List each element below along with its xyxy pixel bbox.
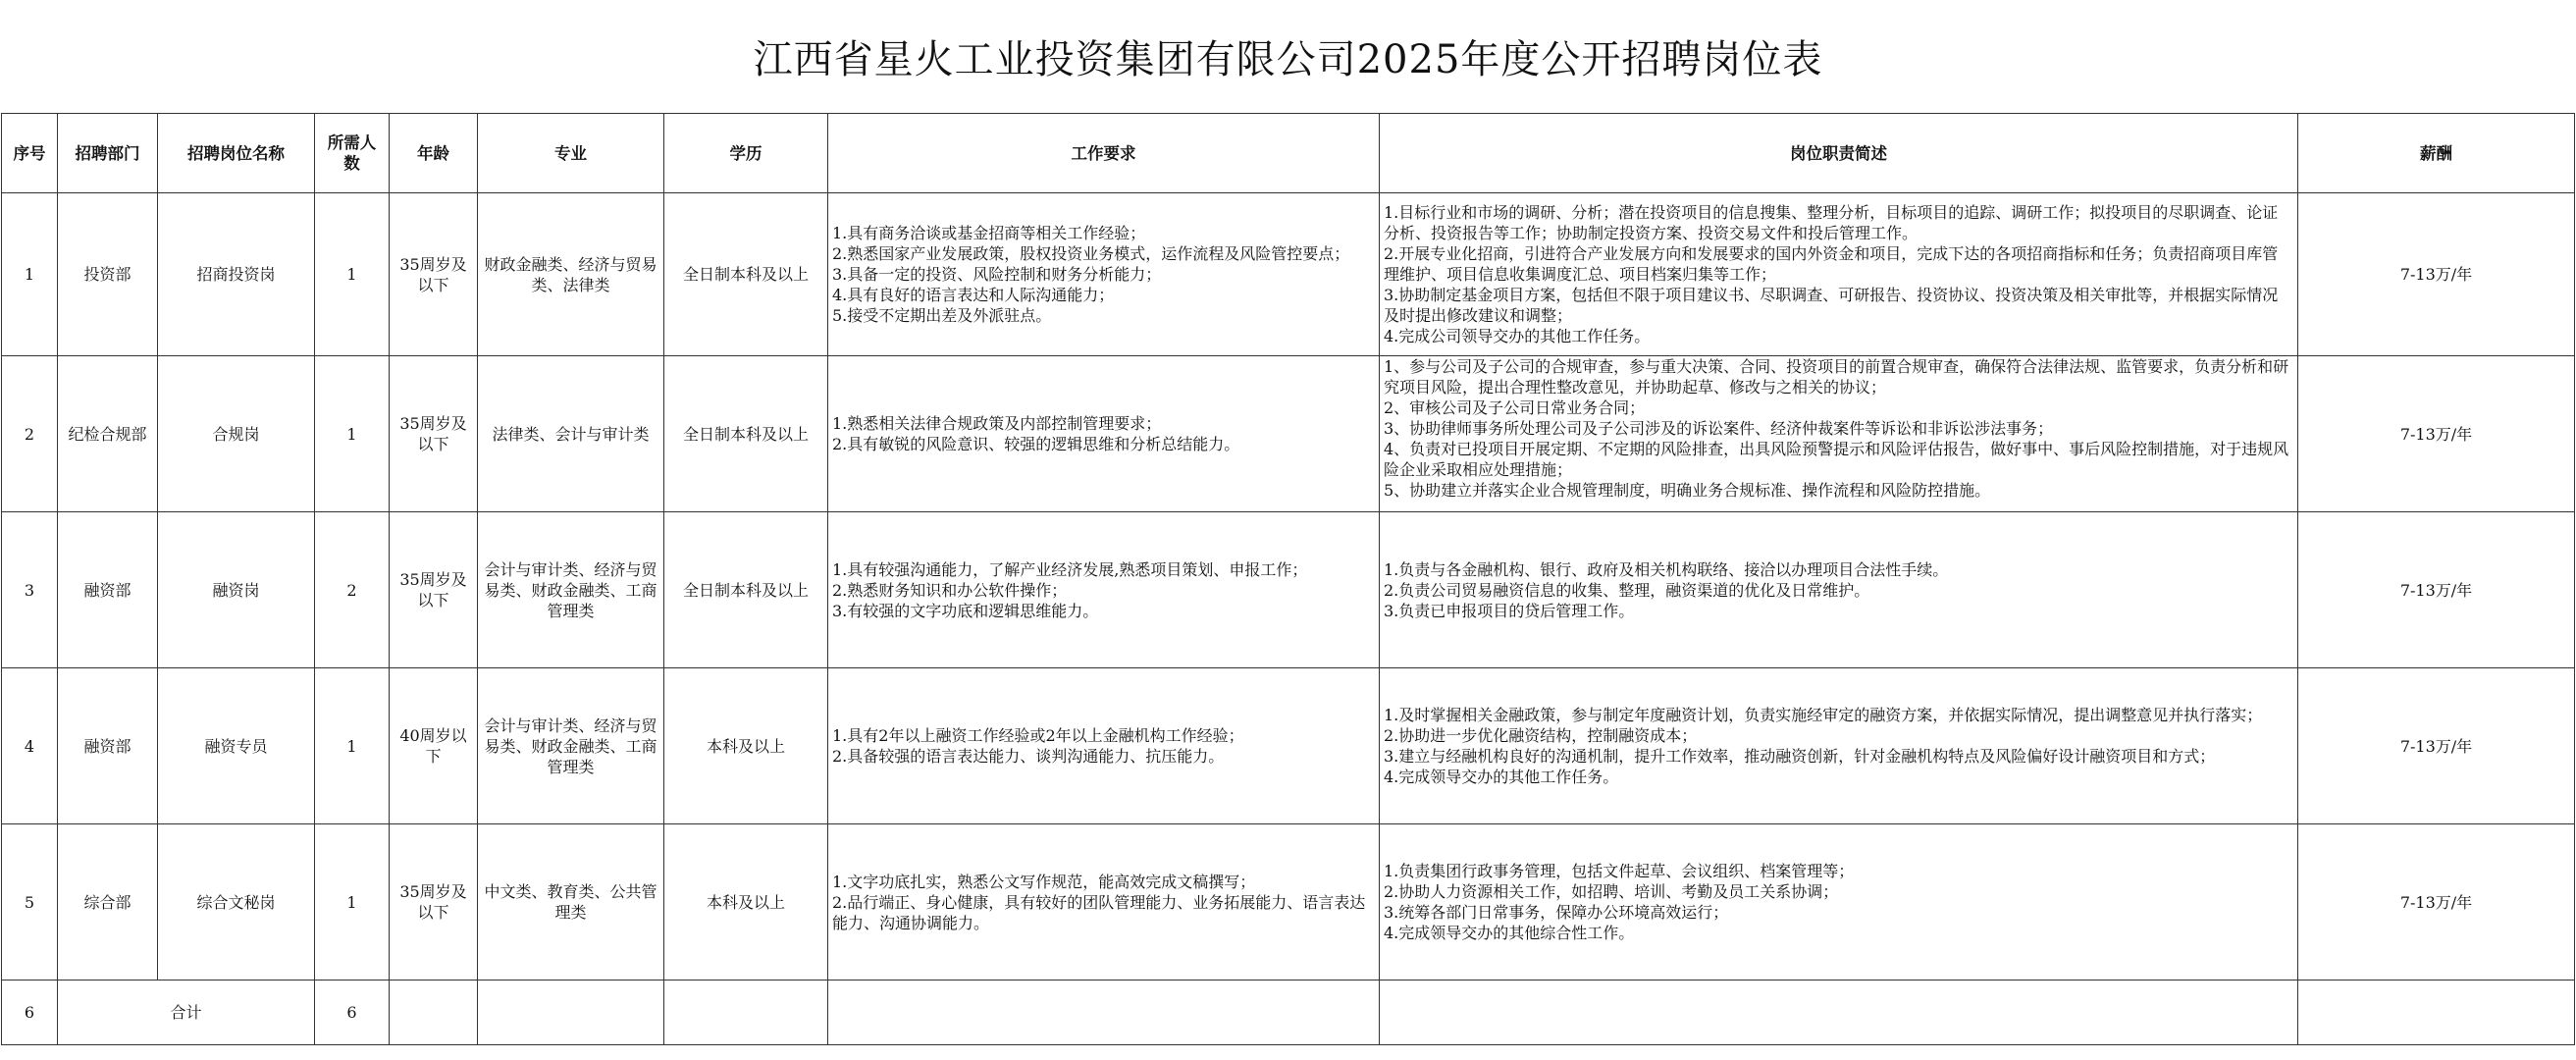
positions-table: [1, 113, 2575, 1045]
req-line: 1.具有2年以上融资工作经验或2年以上金融机构工作经验；: [832, 726, 1244, 745]
cell-age: 35周岁及以下: [390, 356, 478, 512]
cell-dept: 融资部: [58, 512, 158, 668]
header-edu: 学历: [664, 114, 828, 193]
cell-duty: [1380, 824, 2298, 980]
cell-position: 招商投资岗: [158, 193, 315, 356]
cell-count: 1: [315, 824, 390, 980]
req-line: 2.熟悉国家产业发展政策，股权投资业务模式，运作流程及风险管控要点；: [832, 244, 1350, 263]
cell-dept: 投资部: [58, 193, 158, 356]
total-empty: [2298, 980, 2575, 1045]
cell-req: [828, 824, 1380, 980]
total-empty: [390, 980, 478, 1045]
cell-salary: 7-13万/年: [2298, 512, 2575, 668]
header-age: 年龄: [390, 114, 478, 193]
duty-line: 3、协助律师事务所处理公司及子公司涉及的诉讼案件、经济仲裁案件等诉讼和非诉讼涉法事务；: [1384, 419, 2054, 438]
cell-count: 2: [315, 512, 390, 668]
cell-major: 财政金融类、经济与贸易类、法律类: [478, 193, 664, 356]
req-line: 1.熟悉相关法律合规政策及内部控制管理要求；: [832, 414, 1162, 433]
cell-salary: 7-13万/年: [2298, 668, 2575, 824]
cell-age: 35周岁及以下: [390, 193, 478, 356]
total-empty: [478, 980, 664, 1045]
cell-count: 1: [315, 193, 390, 356]
cell-req: [828, 512, 1380, 668]
cell-seq: 3: [2, 512, 58, 668]
table-row: [2, 824, 2575, 980]
cell-position: 融资岗: [158, 512, 315, 668]
cell-salary: 7-13万/年: [2298, 193, 2575, 356]
cell-major: 会计与审计类、经济与贸易类、财政金融类、工商管理类: [478, 512, 664, 668]
duty-line: 2、审核公司及子公司日常业务合同；: [1384, 398, 1646, 417]
cell-duty: [1380, 668, 2298, 824]
header-dept: 招聘部门: [58, 114, 158, 193]
req-line: 2.熟悉财务知识和办公软件操作；: [832, 580, 1068, 600]
duty-line: 2.开展专业化招商，引进符合产业发展方向和发展要求的国内外资金和项目，完成下达的各项招商指标和任务；负责招商项目库管理维护、项目信息收集调度汇总、项目档案归集等工作；: [1384, 244, 2279, 284]
cell-position: 融资专员: [158, 668, 315, 824]
duty-line: 1.负责集团行政事务管理，包括文件起草、会议组织、档案管理等；: [1384, 862, 1855, 880]
req-line: 5.接受不定期出差及外派驻点。: [832, 306, 1052, 325]
req-line: 4.具有良好的语言表达和人际沟通能力；: [832, 286, 1115, 304]
cell-seq: 4: [2, 668, 58, 824]
cell-dept: 综合部: [58, 824, 158, 980]
cell-seq: 2: [2, 356, 58, 512]
duty-line: 4、负责对已投项目开展定期、不定期的风险排查，出具风险预警提示和风险评估报告，做好事中、事后风险控制措施，对于违规风险企业采取相应处理措施；: [1384, 440, 2289, 479]
header-duty: 岗位职责简述: [1380, 114, 2298, 193]
header-req: 工作要求: [828, 114, 1380, 193]
total-label: 合计: [58, 980, 315, 1045]
header-position: 招聘岗位名称: [158, 114, 315, 193]
req-line: 3.有较强的文字功底和逻辑思维能力。: [832, 601, 1099, 620]
duty-line: 1.及时掌握相关金融政策，参与制定年度融资计划，负责实施经审定的融资方案，并依据实际情况，提出调整意见并执行落实；: [1384, 706, 2263, 724]
total-empty: [664, 980, 828, 1045]
cell-edu: 全日制本科及以上: [664, 193, 828, 356]
cell-duty: [1380, 512, 2298, 668]
header-seq: 序号: [2, 114, 58, 193]
cell-seq: 5: [2, 824, 58, 980]
cell-req: [828, 193, 1380, 356]
table-row: [2, 193, 2575, 356]
cell-req: [828, 668, 1380, 824]
duty-line: 4.完成公司领导交办的其他工作任务。: [1384, 327, 1651, 345]
cell-edu: 本科及以上: [664, 668, 828, 824]
req-line: 2.具备较强的语言表达能力、谈判沟通能力、抗压能力。: [832, 747, 1225, 766]
duty-line: 2.负责公司贸易融资信息的收集、整理，融资渠道的优化及日常维护。: [1384, 580, 1870, 600]
duty-line: 1.负责与各金融机构、银行、政府及相关机构联络、接洽以办理项目合法性手续。: [1384, 559, 1949, 579]
duty-line: 1.目标行业和市场的调研、分析；潜在投资项目的信息搜集、整理分析，目标项目的追踪、调研工作；拟投项目的尽职调查、论证分析、投资报告等工作；协助制定投资方案、投资交易文件和投后管理工作。: [1384, 203, 2279, 242]
cell-position: 合规岗: [158, 356, 315, 512]
table-row: [2, 512, 2575, 668]
header-count: 所需人数: [315, 114, 390, 193]
header-major: 专业: [478, 114, 664, 193]
req-line: 3.具备一定的投资、风险控制和财务分析能力；: [832, 265, 1162, 284]
table-row: [2, 356, 2575, 512]
duty-line: 5、协助建立并落实企业合规管理制度，明确业务合规标准、操作流程和风险防控措施。: [1384, 481, 1991, 500]
req-line: 1.具有较强沟通能力，了解产业经济发展,熟悉项目策划、申报工作；: [832, 559, 1308, 579]
cell-position: 综合文秘岗: [158, 824, 315, 980]
cell-major: 法律类、会计与审计类: [478, 356, 664, 512]
cell-salary: 7-13万/年: [2298, 356, 2575, 512]
cell-major: 会计与审计类、经济与贸易类、财政金融类、工商管理类: [478, 668, 664, 824]
cell-age: 35周岁及以下: [390, 512, 478, 668]
total-empty: [1380, 980, 2298, 1045]
req-line: 1.具有商务洽谈或基金招商等相关工作经验；: [832, 224, 1146, 242]
cell-count: 1: [315, 668, 390, 824]
header-salary: 薪酬: [2298, 114, 2575, 193]
cell-seq: 1: [2, 193, 58, 356]
duty-line: 3.建立与经融机构良好的沟通机制，提升工作效率，推动融资创新，针对金融机构特点及风险偏好设计融资项目和方式；: [1384, 747, 2216, 766]
cell-duty: [1380, 356, 2298, 512]
duty-line: 2.协助进一步优化融资结构，控制融资成本；: [1384, 726, 1698, 745]
cell-edu: 全日制本科及以上: [664, 356, 828, 512]
total-row: [2, 980, 2575, 1045]
duty-line: 2.协助人力资源相关工作，如招聘、培训、考勤及员工关系协调；: [1384, 882, 1839, 901]
duty-line: 4.完成领导交办的其他综合性工作。: [1384, 924, 1635, 942]
cell-salary: 7-13万/年: [2298, 824, 2575, 980]
cell-count: 1: [315, 356, 390, 512]
duty-line: 4.完成领导交办的其他工作任务。: [1384, 768, 1619, 786]
total-seq: 6: [2, 980, 58, 1045]
cell-age: 40周岁以下: [390, 668, 478, 824]
req-line: 2.具有敏锐的风险意识、较强的逻辑思维和分析总结能力。: [832, 435, 1240, 453]
page-title: 江西省星火工业投资集团有限公司2025年度公开招聘岗位表: [753, 37, 1823, 82]
duty-clip: [1384, 356, 2293, 501]
req-line: 1.文字功底扎实，熟悉公文写作规范，能高效完成文稿撰写；: [832, 872, 1256, 891]
total-count: 6: [315, 980, 390, 1045]
req-line: 2.品行端正、身心健康，具有较好的团队管理能力、业务拓展能力、语言表达能力、沟通协调能力。: [832, 892, 1366, 932]
cell-edu: 本科及以上: [664, 824, 828, 980]
cell-edu: 全日制本科及以上: [664, 512, 828, 668]
table-row: [2, 668, 2575, 824]
duty-line: 1、参与公司及子公司的合规审查，参与重大决策、合同、投资项目的前置合规审查，确保符合法律法规、监管要求，负责分析和研究项目风险，提出合理性整改意见，并协助起草、修改与之相关的协议；: [1384, 357, 2289, 397]
cell-duty: [1380, 193, 2298, 356]
cell-age: 35周岁及以下: [390, 824, 478, 980]
cell-major: 中文类、教育类、公共管理类: [478, 824, 664, 980]
duty-line: 3.负责已申报项目的贷后管理工作。: [1384, 601, 1635, 620]
cell-req: [828, 356, 1380, 512]
cell-dept: 纪检合规部: [58, 356, 158, 512]
duty-line: 3.协助制定基金项目方案，包括但不限于项目建议书、尽职调查、可研报告、投资协议、投资决策及相关审批等，并根据实际情况及时提出修改建议和调整；: [1384, 286, 2279, 325]
cell-dept: 融资部: [58, 668, 158, 824]
total-empty: [828, 980, 1380, 1045]
header-row: [2, 114, 2575, 193]
duty-line: 3.统筹各部门日常事务，保障办公环境高效运行；: [1384, 903, 1729, 922]
